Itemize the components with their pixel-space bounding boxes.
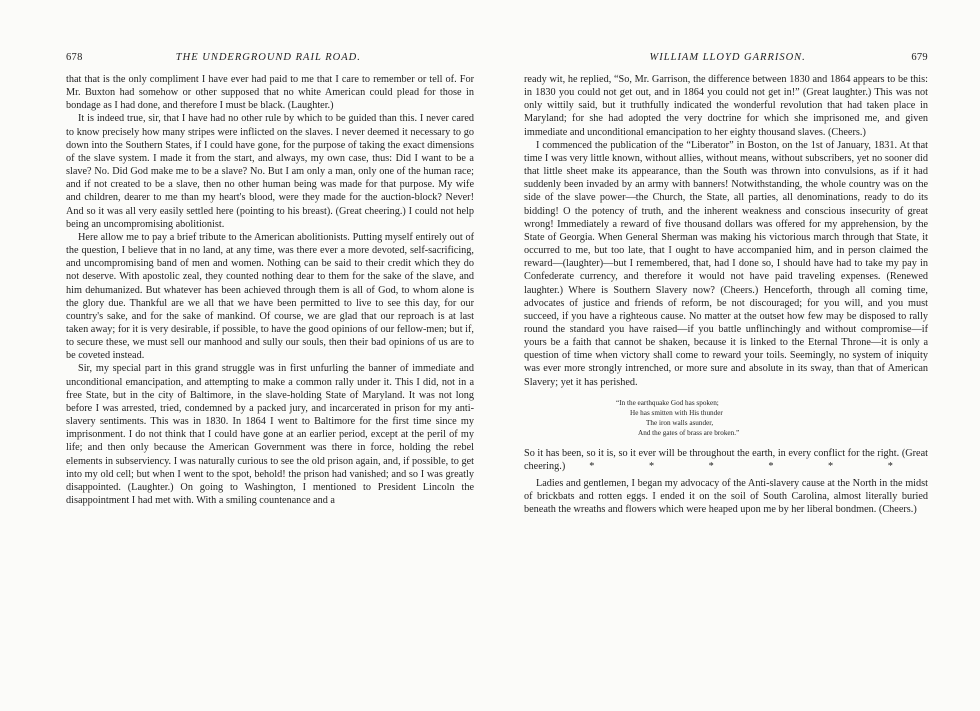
paragraph: I commenced the publication of the “Liberator” in Boston, on the 1st of January, 1831. At that time I was very little known, without allies, without means, without subscribers, yet no sooner did that little sheet make its appearance, than the South was thrown into convulsions, as if it had suddenly been invaded by an army with banners! Notwithstanding, the whole country was on the side of the slave power—the Church, the State, all parties, all denominations, ready to do its bidding! O the potency of truth, and the inherent weakness and conscious insecurity of great wrong! Immediately a reward of five thousand dollars was offered for my apprehension, by the State of Georgia. When General Sherman was making his victorious march through that State, it occurred to me, but too late, that I ought to have accompanied him, and in person claimed the reward—(laughter)—but I remembered, that, had I done so, I should have had to take my pay in Confederate currency, and therefore it would not have paid traveling expenses. (Renewed laughter.) Where is Southern Slavery now? (Cheers.) Henceforth, through all coming time, advocates of justice and friends of reform, be not discouraged; for you will, and you must succeed, if you have a righteous cause. No matter at the outset how few may be disposed to rally round the standard you have raised—if you battle unflinchingly and without compromise—if yours be a faith that cannot be shaken, because it is linked to the Eternal Throne—it is only a question of time when victory shall come to reward your toils. Seemingly, no system of iniquity was ever more strongly intrenched, or more sure and absolute in its sway, than that of American Slavery; yet it has perished. (524, 139, 928, 388)
after-poem-text: So it has been, so it is, so it ever will be throughout the earth, in every conflict for the right. (Great cheering.) (524, 447, 928, 472)
paragraph: that that is the only compliment I have ever had paid to me that I care to remember or tell of. For Mr. Buxton had somehow or other supposed that no white American could plead for those in bondage as I had done, and therefore I must be black. (Laughter.) (66, 74, 474, 112)
paragraph: Here allow me to pay a brief tribute to the American abolitionists. Putting myself entirely out of the question, I believe that in no land, at any time, was there ever a more devoted, self-sacrificing, and uncompromising band of men and women. Nothing can be said to their credit which they do not deserve. With apostolic zeal, they counted nothing dear to them for the sake of the slave, and him dehumanized. But whatever has been achieved through them is all of God, to whom alone is the glory due. Thankful are we all that we have been permitted to live to see this day, for our country's sake, and for the sake of mankind. Of course, we are glad that our reproach is at last taken away; for it is very desirable, if possible, to have the good opinions of our fellow-men; but if, to secure these, we must sell our manhood and sully our souls, then their bad opinions of us are to be coveted instead. (66, 231, 474, 362)
left-running-head (66, 52, 474, 63)
paragraph: It is indeed true, sir, that I have had no other rule by which to be guided than this. I never cared to know precisely how many stripes were inflicted on the slaves. I never deemed it necessary to go down into the Southern States, if I could have gone, for the purpose of taking the exact dimensions of the slave system. I made it from the start, and always, my own case, thus: Did I want to be a slave? No. Did God make me to be a slave? No. But I am only a man, only one of the human race; and if not created to be a slave, then no other human being was made for that purpose. My wife and children, dearer to me than my heart's blood, were they made for the auction-block? Never! And so it was all very easily settled here (pointing to his breast). (Great cheering.) I could not help being an uncompromising abolitionist. (66, 113, 474, 230)
right-running-head (524, 52, 928, 63)
poem-quote (616, 398, 928, 438)
right-page (490, 0, 980, 711)
paragraph: ready wit, he replied, “So, Mr. Garrison, the difference between 1830 and 1864 appears to be this: in 1830 you could not get out, and in 1864 you could not get in!” (Great laughter.) This was not only wittily said, but it truthfully indicated the wonderful revolution that had taken place in Maryland; for she had adopted the very doctrine for which she imprisoned me, and given immediate and unconditional emancipation to her eighty thousand slaves. (Cheers.) (524, 74, 928, 138)
poem-line: The iron walls asunder, (646, 418, 714, 427)
right-page-number: 679 (911, 52, 928, 63)
paragraph: Ladies and gentlemen, I began my advocacy of the Anti-slavery cause at the North in the midst of brickbats and rotten eggs. I ended it on the soil of South Carolina, almost literally buried beneath the wreaths and flowers which were heaped upon me by her liberal bondmen. (Cheers.) (524, 478, 928, 516)
paragraph: Sir, my special part in this grand struggle was in first unfurling the banner of immediate and unconditional emancipation, and attempting to make a common rally under it. This I did, not in a free State, but in the city of Baltimore, in the slave-holding State of Maryland. It was not long before I was arrested, tried, condemned by a packed jury, and incarcerated in prison for my anti-slavery sentiments. This was in 1830. In 1864 I went to Baltimore for the first time since my imprisonment. I do not think that I could have gone at an earlier period, except at the peril of my life; and then only because the American Government was there in force, holding the rebel elements in subserviency. I was naturally curious to see the old prison again, and, if possible, to get into my old cell; but when I went to the spot, behold! the prison had vanished; and so I was greatly disappointed. (Laughter.) On going to Washington, I mentioned to President Lincoln the disappointment I had met with. With a smiling countenance and a (66, 363, 474, 506)
right-running-title: WILLIAM LLOYD GARRISON. (649, 52, 806, 63)
section-break-stars: * * * * * * (589, 460, 919, 472)
paragraph (524, 447, 928, 473)
poem-line: “In the earthquake God has spoken; (616, 398, 719, 407)
left-page-body (66, 73, 474, 507)
left-running-title: THE UNDERGROUND RAIL ROAD. (175, 52, 361, 63)
poem-line: He has smitten with His thunder (630, 408, 723, 417)
left-page-number: 678 (66, 52, 83, 63)
poem-line: And the gates of brass are broken.” (638, 428, 740, 437)
right-page-body (524, 73, 928, 517)
